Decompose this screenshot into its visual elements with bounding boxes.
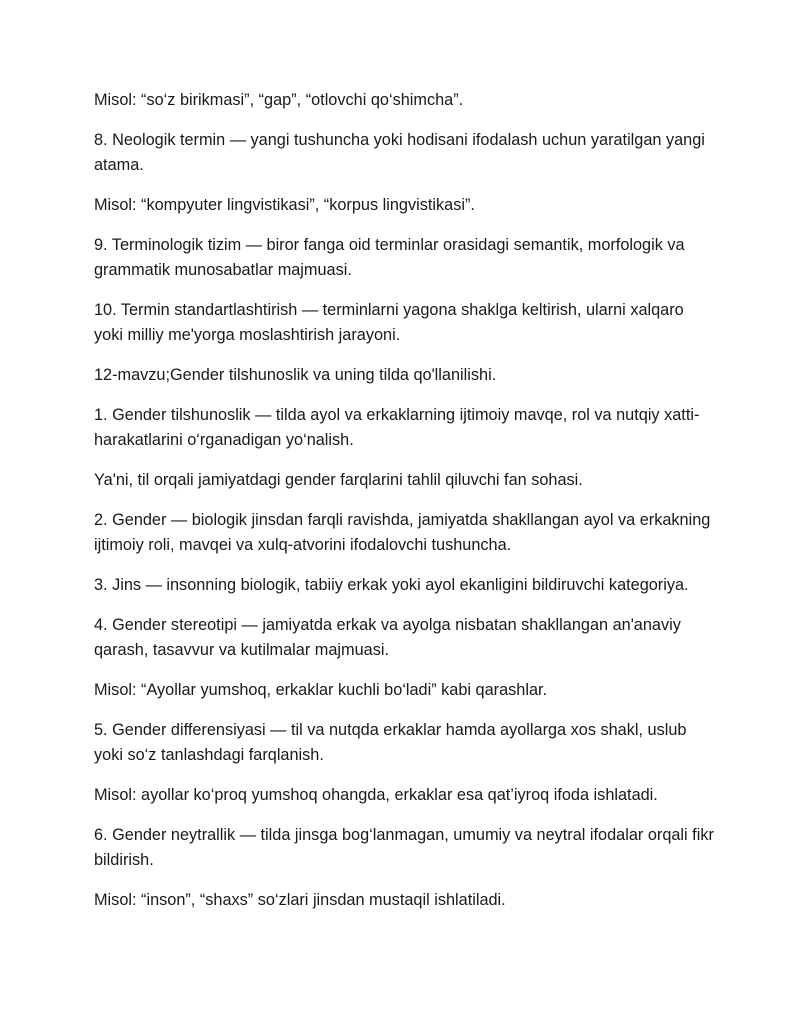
paragraph: 5. Gender differensiyasi — til va nutqda erkaklar hamda ayollarga xos shakl, uslub yoki so‘z tanlashdagi farqlanish.	[94, 721, 687, 764]
paragraph: 9. Terminologik tizim — biror fanga oid terminlar orasidagi semantik, morfologik va grammatik munosabatlar majmuasi.	[94, 236, 685, 279]
paragraph: Misol: ayollar ko‘proq yumshoq ohangda, erkaklar esa qat’iyroq ifoda ishlatadi.	[94, 786, 658, 804]
section-heading: 12-mavzu;Gender tilshunoslik va uning tilda qo'llanilishi.	[94, 366, 497, 384]
paragraph: 1. Gender tilshunoslik — tilda ayol va erkaklarning ijtimoiy mavqe, rol va nutqiy xatti-harakatlarini o‘rganadigan yo‘nalish.	[94, 406, 700, 449]
paragraph: Misol: “so‘z birikmasi”, “gap”, “otlovchi qo‘shimcha”.	[94, 91, 464, 109]
paragraph: 3. Jins — insonning biologik, tabiiy erkak yoki ayol ekanligini bildiruvchi kategoriya.	[94, 576, 689, 594]
paragraph: 2. Gender — biologik jinsdan farqli ravishda, jamiyatda shakllangan ayol va erkakning ijtimoiy roli, mavqei va xulq-atvorini ifodalovchi tushuncha.	[94, 511, 711, 554]
paragraph: Misol: “Ayollar yumshoq, erkaklar kuchli bo‘ladi” kabi qarashlar.	[94, 681, 548, 699]
paragraph: 4. Gender stereotipi — jamiyatda erkak va ayolga nisbatan shakllangan an'anaviy qarash, tasavvur va kutilmalar majmuasi.	[94, 616, 681, 659]
paragraph: Ya'ni, til orqali jamiyatdagi gender farqlarini tahlil qiluvchi fan sohasi.	[94, 471, 583, 489]
paragraph: Misol: “inson”, “shaxs” so‘zlari jinsdan mustaqil ishlatiladi.	[94, 891, 506, 909]
paragraph: Misol: “kompyuter lingvistikasi”, “korpus lingvistikasi”.	[94, 196, 475, 214]
document-body	[94, 88, 714, 928]
paragraph: 8. Neologik termin — yangi tushuncha yoki hodisani ifodalash uchun yaratilgan yangi atama.	[94, 131, 705, 174]
paragraph: 6. Gender neytrallik — tilda jinsga bog‘lanmagan, umumiy va neytral ifodalar orqali fikr bildirish.	[94, 826, 714, 869]
paragraph: 10. Termin standartlashtirish — terminlarni yagona shaklga keltirish, ularni xalqaro yoki milliy me'yorga moslashtirish jarayoni.	[94, 301, 684, 344]
